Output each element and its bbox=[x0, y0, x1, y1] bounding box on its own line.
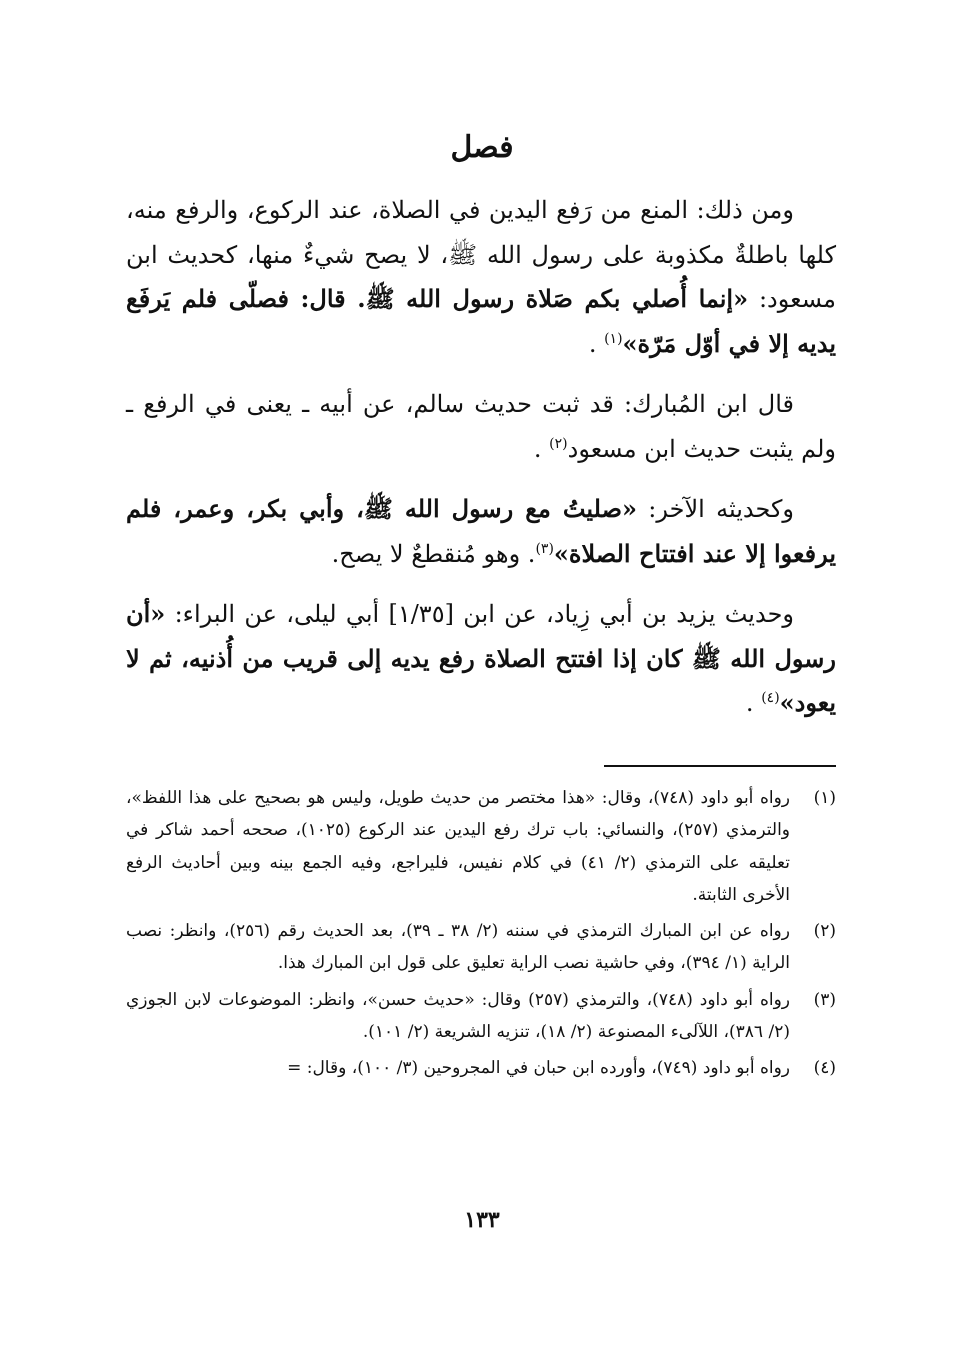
footnote-ref-4: (٤) bbox=[761, 690, 780, 706]
footnote-ref-2: (٢) bbox=[549, 435, 568, 452]
footnote-1-number: (١) bbox=[813, 788, 836, 808]
paragraph-4-text: وحديث يزيد بن أبي زِياد، عن ابن [١/٣٥] أبي ليلى، عن البراء: bbox=[165, 600, 794, 628]
paragraph-1-end: . bbox=[588, 329, 605, 358]
footnote-4-text: رواه أبو داود (٧٤٩)، وأورده ابن حبان في المجروحين (٣/ ١٠٠)، وقال: = bbox=[287, 1058, 790, 1079]
paragraph-4-hadith-quote: «أن رسول الله ﷺ كان إذا افتتح الصلاة رفع يديه إلى قريب من أُذنيه، ثم لا يعود» bbox=[126, 599, 836, 717]
paragraph-4-end: . bbox=[745, 689, 762, 717]
paragraph-1 bbox=[126, 188, 836, 366]
paragraph-3-text: وكحديثه الآخر: bbox=[637, 495, 794, 523]
paragraph-2-end: . bbox=[533, 434, 550, 463]
paragraph-1-text: ومن ذلك: المنع من رَفع اليدين في الصلاة، عند الركوع، والرفع منه، كلها باطلةٌ مكذوبة على رسول الله ﷺ، لا يصح شيءٌ منها، كحديث ابن مسعود: bbox=[126, 196, 836, 313]
footnotes bbox=[126, 782, 836, 1089]
footnote-2-text: رواه عن ابن المبارك الترمذي في سننه (٢/ ٣٨ ـ ٣٩)، بعد الحديث رقم (٢٥٦)، وانظر: نصب الراية (١/ ٣٩٤)، وفي حاشية نصب الراية تعليق على قول ابن المبارك هذا. bbox=[126, 921, 790, 974]
footnote-ref-3: (٣) bbox=[535, 540, 554, 557]
footnote-separator bbox=[604, 765, 836, 767]
section-title: فصل bbox=[450, 130, 514, 165]
footnote-4 bbox=[126, 1052, 836, 1084]
footnote-ref-1: (١) bbox=[604, 330, 623, 347]
main-text bbox=[126, 188, 836, 742]
footnote-3-text: رواه أبو داود (٧٤٨)، والترمذي (٢٥٧) وقال: «حديث حسن»، وانظر: الموضوعات لابن الجوزي (٢/ ٣٨٦)، اللآلىء المصنوعة (٢/ ١٨)، تنزيه الشريعة (٢/ ١٠١). bbox=[126, 989, 790, 1043]
paragraph-3 bbox=[126, 487, 836, 576]
footnote-1-text: رواه أبو داود (٧٤٨)، وقال: «هذا مختصر من حديث طويل، وليس هو بصحيح على هذا اللفظ»، والترمذي (٢٥٧)، والنسائي: باب ترك رفع اليدين عند الركوع (١٠٢٥)، صححه أحمد شاكر في تعليقه على الترمذي (٢/ ٤١) في كلام نفيس، فليراجع، وفيه الجمع بينه وبين أحاديث الرفع الأخرى الثابتة. bbox=[126, 788, 790, 905]
footnote-3 bbox=[126, 984, 836, 1049]
footnote-4-number: (٤) bbox=[813, 1058, 836, 1079]
paragraph-3-end: . وهو مُنقطعٌ لا يصح. bbox=[331, 539, 536, 568]
footnote-2 bbox=[126, 915, 836, 980]
paragraph-3-hadith-quote: «صليتُ مع رسول الله ﷺ، وأبي بكر، وعمر، فلم يرفعوا إلا عند افتتاح الصلاة» bbox=[126, 494, 836, 568]
paragraph-2 bbox=[126, 382, 836, 471]
paragraph-1-hadith-quote: «إنما أُصلي بكم صَلاة رسول الله ﷺ. قال: فصلّى فلم يَرفَع يديه إلا في أوّل مَرّة» bbox=[126, 284, 836, 358]
footnote-2-number: (٢) bbox=[813, 921, 836, 942]
paragraph-2-text: قال ابن المُبارك: قد ثبت حديث سالم، عن أبيه ـ يعنى في الرفع ـ ولم يثبت حديث ابن مسعود bbox=[126, 390, 836, 463]
footnote-1 bbox=[126, 782, 836, 911]
paragraph-4 bbox=[126, 592, 836, 726]
footnote-3-number: (٣) bbox=[813, 989, 836, 1010]
page-number: ١٣٣ bbox=[464, 1207, 500, 1233]
